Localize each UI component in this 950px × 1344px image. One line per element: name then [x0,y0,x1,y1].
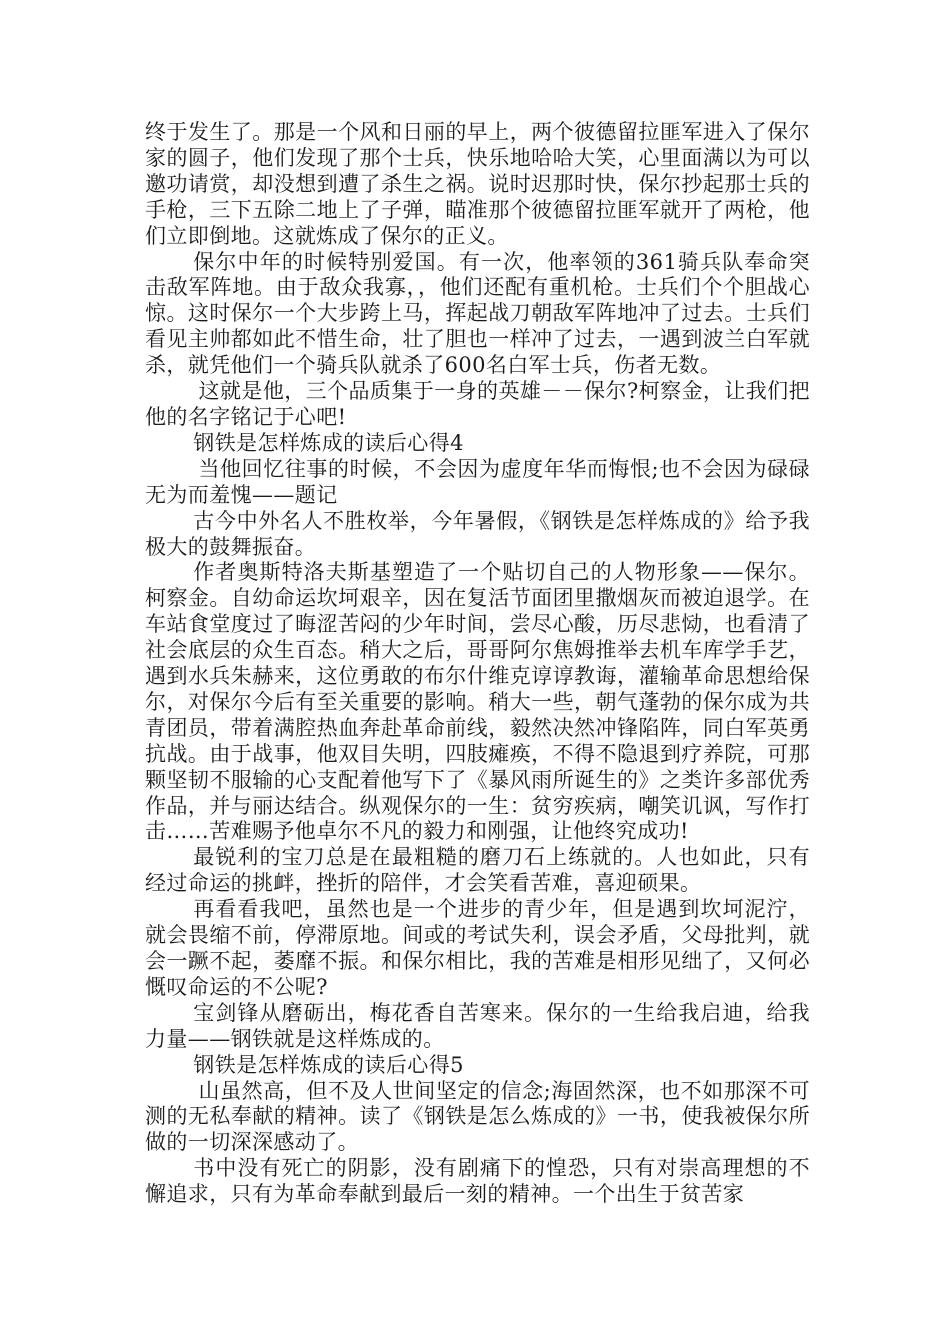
paragraph-3: 这就是他，三个品质集于一身的英雄－－保尔?柯察金，让我们把他的名字铭记于心吧! [145,379,810,429]
paragraph-8: 最锐利的宝刀总是在最粗糙的磨刀石上练就的。人也如此，只有经过命运的挑衅，挫折的陪伴，才会笑看苦难，喜迎硕果。 [145,845,810,896]
paragraph-1: 终于发生了。那是一个风和日丽的早上，两个彼德留拉匪军进入了保尔家的圆子，他们发现了那个士兵，快乐地哈哈大笑，心里面满以为可以邀功请赏，却没想到遭了杀生之祸。说时迟那时快，保尔抄起那士兵的手枪，三下五除二地上了子弹，瞄准那个彼德留拉匪军就开了两枪，他们立即倒地。这就炼成了保尔的正义。 [145,120,810,248]
paragraph-10: 宝剑锋从磨砺出，梅花香自苦寒来。保尔的一生给我启迪，给我力量——钢铁就是这样炼成的。 [145,1000,810,1051]
paragraph-9: 再看看我吧，虽然也是一个进步的青少年，但是遇到坎坷泥泞，就会畏缩不前，停滞原地。间或的考试失利，误会矛盾，父母批判，就会一蹶不起，萎靡不振。和保尔相比，我的苦难是相形见绌了，又何必慨叹命运的不公呢? [145,897,810,999]
section-heading-4: 钢铁是怎样炼成的读后心得4 [193,430,464,455]
epigraph: 当他回忆往事的时候，不会因为虚度年华而悔恨;也不会因为碌碌无为而羞愧——题记 [145,456,810,507]
paragraph-13: 书中没有死亡的阴影，没有剧痛下的惶恐，只有对崇高理想的不懈追求，只有为革命奉献到最后一刻的精神。一个出生于贫苦家 [145,1156,810,1207]
document-body [145,120,810,1208]
paragraph-2: 保尔中年的时候特别爱国。有一次，他率领的361骑兵队奉命突击敌军阵地。由于敌众我寡，，他们还配有重机枪。士兵们个个胆战心惊。这时保尔一个大步跨上马，挥起战刀朝敌军阵地冲了过去。士兵们看见主帅都如此不惜生命，壮了胆也一样冲了过去，一遇到波兰白军就杀，就凭他们一个骑兵队就杀了600名白军士兵，伤者无数。 [145,249,810,378]
section-heading-5: 钢铁是怎样炼成的读后心得5 [193,1052,464,1077]
paragraph-12: 山虽然高，但不及人世间坚定的信念;海固然深，也不如那深不可测的无私奉献的精神。读了《钢铁是怎么炼成的》一书，使我被保尔所做的一切深深感动了。 [145,1078,810,1155]
paragraph-6: 古今中外名人不胜枚举，今年暑假，《钢铁是怎样炼成的》给予我极大的鼓舞振奋。 [145,508,810,559]
paragraph-7: 作者奥斯特洛夫斯基塑造了一个贴切自己的人物形象——保尔。柯察金。自幼命运坎坷艰辛，因在复活节面团里撒烟灰而被迫退学。在车站食堂度过了晦涩苦闷的少年时间，尝尽心酸，历尽悲恸，也看清了社会底层的众生百态。稍大之后，哥哥阿尔焦姆推举去机车库学手艺，遇到水兵朱赫来，这位勇敢的布尔什维克谆谆教诲，灌输革命思想给保尔，对保尔今后有至关重要的影响。稍大一些，朝气蓬勃的保尔成为共青团员，带着满腔热血奔赴革命前线，毅然决然冲锋陷阵，同白军英勇抗战。由于战事，他双目失明，四肢瘫痪，不得不隐退到疗养院，可那颗坚韧不服输的心支配着他写下了《暴风雨所诞生的》之类许多部优秀作品，并与丽达结合。纵观保尔的一生：贫穷疾病，嘲笑讥讽，写作打击……苦难赐予他卓尔不凡的毅力和刚强，让他终究成功! [145,560,810,844]
